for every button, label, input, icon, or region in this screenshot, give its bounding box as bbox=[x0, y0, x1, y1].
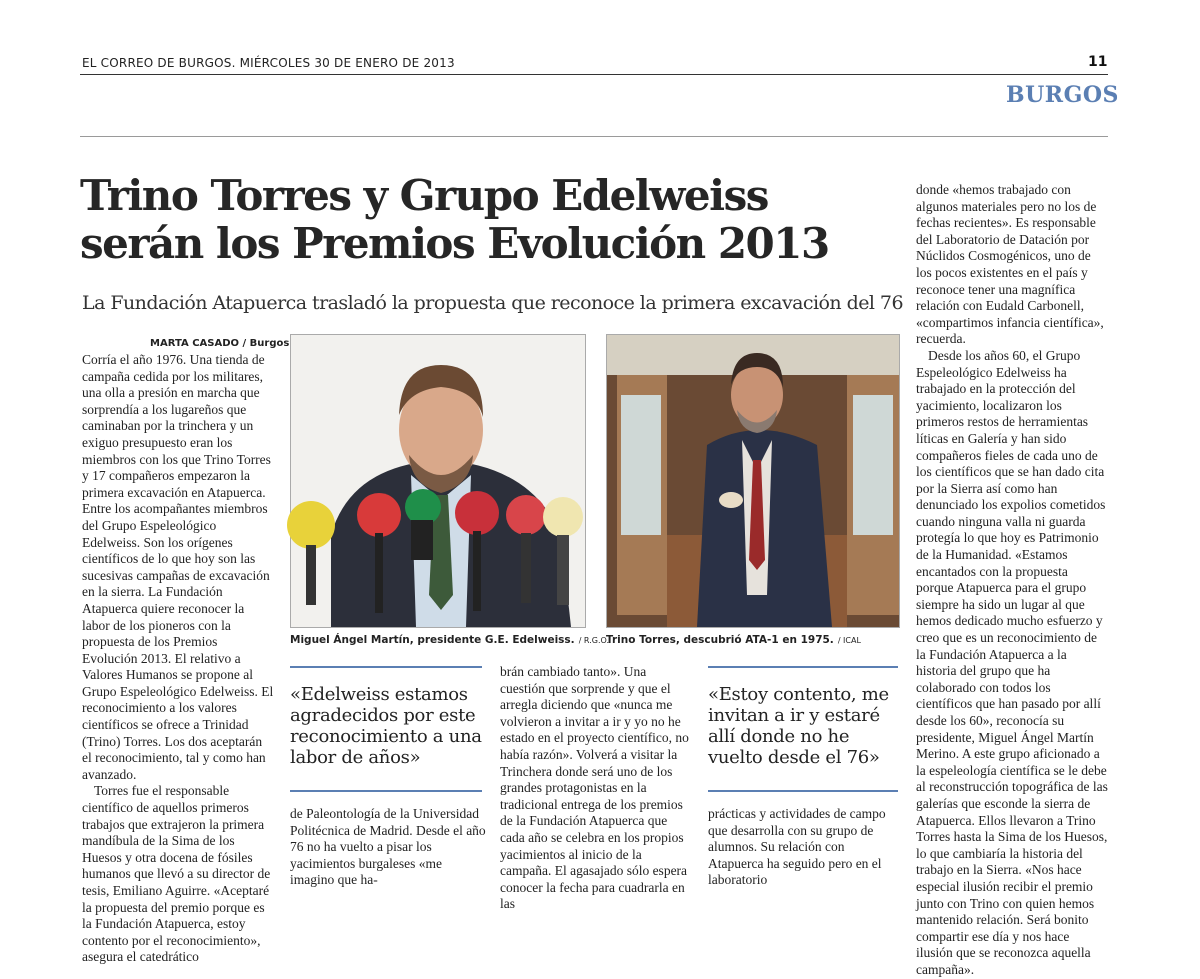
photo-miguel-angel-martin bbox=[290, 334, 586, 628]
caption-2-credit: / ICAL bbox=[837, 636, 861, 645]
photo-1-illustration bbox=[291, 335, 585, 627]
masthead-date: EL CORREO DE BURGOS. MIÉRCOLES 30 DE ENERO DE 2013 bbox=[82, 56, 455, 70]
column-2-bottom bbox=[290, 806, 486, 888]
headline bbox=[80, 172, 900, 268]
col3-paragraph: brán cambiado tanto». Una cuestión que sorprende y que el arregla diciendo que «nunca me volvieron a invitar a ir y yo no he estado en el proyecto científico, no había razón». Volverá a visitar la Trinchera donde será uno de los grandes protagonistas en la tradicional entrega de los premios de la Fundación Atapuerca que cada año se celebra en los propios yacimientos al inicio de la campaña. El agasajado sólo espera conocer la fecha para cuadrarla en las bbox=[500, 664, 689, 912]
section-rule bbox=[80, 136, 1108, 137]
col4-paragraph: prácticas y actividades de campo que desarrolla con su grupo de alumnos. Su relación con Atapuerca ha seguido pero en el laboratorio bbox=[708, 806, 886, 888]
col5-paragraph-2: Desde los años 60, el Grupo Espeleológico Edelweiss ha trabajado en la protección del yacimiento, localizaron los primeros restos de herramientas líticas en Galería y han sido compañeros fieles de cada uno de los científicos que se han dado cita por la Sierra así como han denunciado los expolios cometidos cuando ninguna valla ni guarda protegía lo que hoy es Patrimonio de la Humanidad. «Estamos encantados con la propuesta porque Atapuerca para el grupo siempre ha sido un lugar al que hemos dedicado mucho esfuerzo y creo que es un reconocimiento de la Fundación Atapuerca a la historia del grupo que ha colaborado con todos los científicos que han pasado por allí desde los 60», reconocía su presidente, Miguel Ángel Martín Merino. A este grupo aficionado a la espeleología científica se le debe al reconstrucción topográfica de las galerías que esconde la sierra de Atapuerca. Ellos llevaron a Trino Torres hasta la Sima de los Huesos, lo que cambiaría la historia del trabajo en la Sierra. «Nos hace especial ilusión recibir el premio junto con Trino con quien hemos mantenido relación. Será bonito compartir ese día y nos hace ilusión que se reconozca aquella campaña». bbox=[916, 347, 1108, 977]
column-3 bbox=[500, 664, 694, 912]
col1-paragraph-2: Torres fue el responsable científico de aquellos primeros trabajos que extrajeron la primera mandíbula de la Sima de los Huesos y otra docena de fósiles humanos que llevó a su director de tesis, Emiliano Aguirre. «Aceptaré la propuesta del premio porque es la Fundación Atapuerca, estoy contento por el reconocimiento», asegura el catedrático bbox=[82, 783, 271, 965]
photo-2-illustration bbox=[607, 335, 899, 627]
column-4-bottom bbox=[708, 806, 900, 888]
page-number: 11 bbox=[1088, 54, 1108, 70]
subheadline: La Fundación Atapuerca trasladó la propuesta que reconoce la primera excavación del 76 bbox=[82, 292, 904, 314]
col2-paragraph: de Paleontología de la Universidad Politécnica de Madrid. Desde el año 76 no ha vuelto a pisar los yacimientos burgaleses «me imagino que ha- bbox=[290, 806, 486, 888]
top-rule bbox=[80, 74, 1108, 75]
headline-line-1: Trino Torres y Grupo Edelweiss bbox=[80, 171, 768, 220]
column-5 bbox=[916, 182, 1108, 977]
pull-quote-1: «Edelweiss estamos agradecidos por este reconocimiento a una labor de años» bbox=[290, 684, 482, 768]
col5-paragraph-1: donde «hemos trabajado con algunos materiales pero no los de fechas recientes». Es responsable del Laboratorio de Datación por Núclidos Cosmogénicos, uno de los pocos existentes en el país y reconoce tener una magnífica relación con Eudald Carbonell, «compartimos infancia científica», recuerda. bbox=[916, 182, 1104, 347]
caption-photo-1 bbox=[290, 634, 609, 646]
quote-2-bottom-rule bbox=[708, 790, 898, 792]
caption-1-credit: / R.G.O. bbox=[578, 636, 609, 645]
caption-1-text: Miguel Ángel Martín, presidente G.E. Edelweiss. bbox=[290, 634, 575, 646]
caption-2-text: Trino Torres, descubrió ATA-1 en 1975. bbox=[606, 634, 834, 646]
byline: MARTA CASADO / Burgos bbox=[150, 338, 290, 349]
section-title: BURGOS bbox=[1006, 82, 1119, 108]
col1-paragraph-1: Corría el año 1976. Una tienda de campaña cedida por los militares, una olla a presión en marcha que sorprendía a los lugareños que caminaban por la trinchera y un exiguo presupuesto eran los miembros con los que Trino Torres y 17 compañeros empezaron la primera excavación en Atapuerca. Entre los acompañantes miembros del Grupo Espeleológico Edelweiss. Son los orígenes científicos de lo que hoy son las sucesivas campañas de excavación en la sierra. La Fundación Atapuerca quiere reconocer la labor de los pioneros con la propuesta de los Premios Evolución 2013. El relativo a Valores Humanos se propone al Grupo Espeleológico Edelweiss. El reconocimiento a los valores científicos se ofrece a Trinidad (Trino) Torres. Los dos aceptarán el reconocimiento, tal y como han avanzado. bbox=[82, 352, 274, 782]
headline-line-2: serán los Premios Evolución 2013 bbox=[80, 219, 829, 268]
quote-1-bottom-rule bbox=[290, 790, 482, 792]
pull-quote-2: «Estoy contento, me invitan a ir y estaré allí donde no he vuelto desde el 76» bbox=[708, 684, 889, 768]
column-1 bbox=[82, 352, 274, 965]
photo-trino-torres bbox=[606, 334, 900, 628]
caption-photo-2 bbox=[606, 634, 861, 646]
quote-2-top-rule bbox=[708, 666, 898, 668]
quote-1-top-rule bbox=[290, 666, 482, 668]
